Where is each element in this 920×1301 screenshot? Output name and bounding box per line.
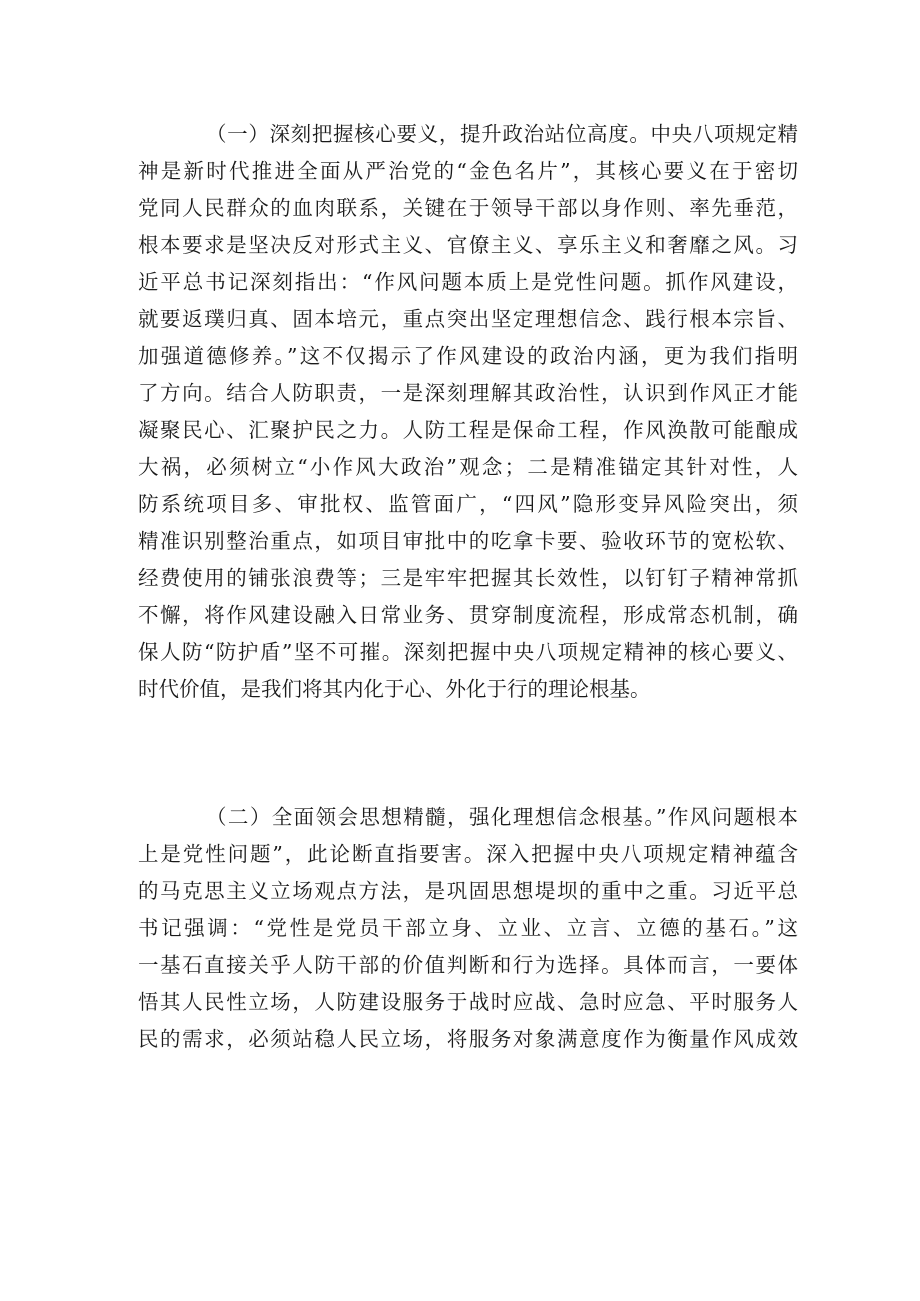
text-line: 悟其人民性立场，人防建设服务于战时应战、急时应急、平时服务人 — [138, 990, 798, 1014]
text-line: 就要返璞归真、固本培元，重点突出坚定理想信念、践行根本宗旨、 — [138, 307, 798, 331]
text-line: （一）深刻把握核心要义，提升政治站位高度。中央八项规定精 — [206, 122, 798, 146]
text-line: 防系统项目多、审批权、监管面广，“四风”隐形变异风险突出，须 — [138, 492, 798, 516]
text-line: 经费使用的铺张浪费等；三是牢牢把握其长效性，以钉钉子精神常抓 — [138, 566, 798, 590]
text-line: （二）全面领会思想精髓，强化理想信念根基。”作风问题根本 — [206, 805, 798, 829]
text-line: 时代价值，是我们将其内化于心、外化于行的理论根基。 — [138, 677, 651, 701]
text-line: 凝聚民心、汇聚护民之力。人防工程是保命工程，作风涣散可能酿成 — [138, 418, 798, 442]
text-line: 上是党性问题”，此论断直指要害。深入把握中央八项规定精神蕴含 — [138, 842, 798, 866]
text-line: 根本要求是坚决反对形式主义、官僚主义、享乐主义和奢靡之风。习 — [138, 233, 798, 257]
text-line: 保人防“防护盾”坚不可摧。深刻把握中央八项规定精神的核心要义、 — [138, 640, 798, 664]
text-line: 的马克思主义立场观点方法，是巩固思想堤坝的重中之重。习近平总 — [138, 879, 798, 903]
paragraph-1 — [138, 116, 798, 708]
text-line: 精准识别整治重点，如项目审批中的吃拿卡要、验收环节的宽松软、 — [138, 529, 798, 553]
text-line: 了方向。结合人防职责，一是深刻理解其政治性，认识到作风正才能 — [138, 381, 798, 405]
text-line: 书记强调：“党性是党员干部立身、立业、立言、立德的基石。”这 — [138, 916, 798, 940]
text-line: 大祸，必须树立“小作风大政治”观念；二是精准锚定其针对性，人 — [138, 455, 798, 479]
text-line: 党同人民群众的血肉联系，关键在于领导干部以身作则、率先垂范， — [138, 196, 798, 220]
text-line: 加强道德修养。”这不仅揭示了作风建设的政治内涵，更为我们指明 — [138, 344, 798, 368]
text-line: 不懈，将作风建设融入日常业务、贯穿制度流程，形成常态机制，确 — [138, 603, 798, 627]
text-line: 神是新时代推进全面从严治党的“金色名片”，其核心要义在于密切 — [138, 159, 798, 183]
text-line: 一基石直接关乎人防干部的价值判断和行为选择。具体而言，一要体 — [138, 953, 798, 977]
text-line: 民的需求，必须站稳人民立场，将服务对象满意度作为衡量作风成效 — [138, 1027, 798, 1051]
text-line: 近平总书记深刻指出：“作风问题本质上是党性问题。抓作风建设， — [138, 270, 798, 294]
paragraph-2 — [138, 799, 798, 1058]
